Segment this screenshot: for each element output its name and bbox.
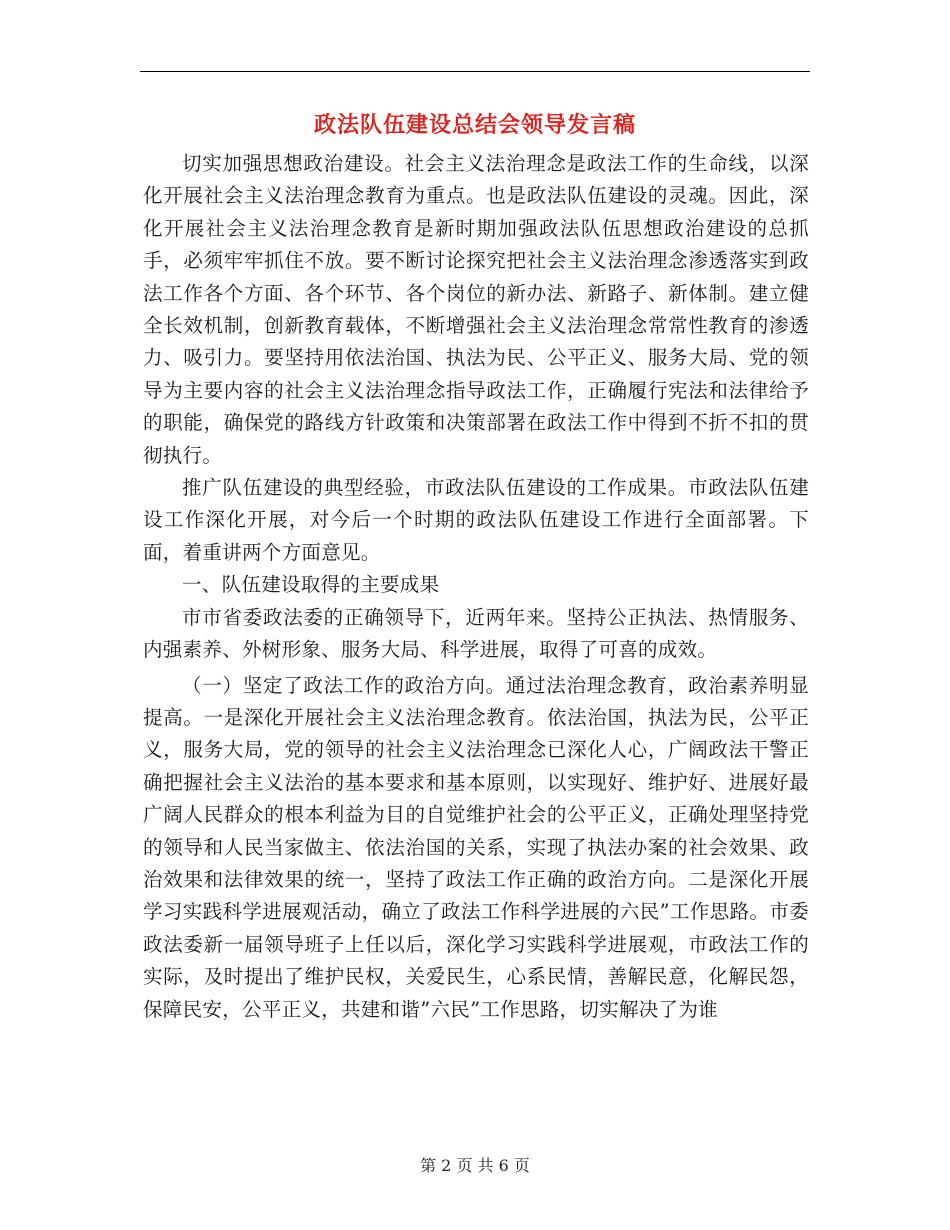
section-heading-main-results: 一、队伍建设取得的主要成果 — [182, 573, 440, 597]
header-rule — [140, 71, 810, 72]
paragraph-political-direction: （一）坚定了政法工作的政治方向。通过法治理念教育，政治素养明显提高。一是深化开展社会主义法治理念教育。依法治国，执法为民，公平正义，服务大局，党的领导的社会主义法治理念已深化人心，广阔政法干警正确把握社会主义法治的基本要求和基本原则，以实现好、维护好、进展好最广阔人民群众的根本利益为目的自觉维护社会的公平正义，正确处理坚持党的领导和人民当家做主、依法治国的关系，实现了执法办案的社会效果、政治效果和法律效果的统一，坚持了政法工作正确的政治方向。二是深化开展学习实践科学进展观活动，确立了政法工作科学进展的六民”工作思路。市委政法委新一届领导班子上任以后，深化学习实践科学进展观，市政法工作的实际，及时提出了维护民权，关爱民生，心系民情，善解民意，化解民怨，保障民安，公平正义，共建和谐”六民”工作思路，切实解决了为谁 — [143, 673, 809, 1021]
document-title: 政法队伍建设总结会领导发言稿 — [313, 112, 636, 138]
paragraph-promote-experience: 推广队伍建设的典型经验，市政法队伍建设的工作成果。市政法队伍建设工作深化开展，对今后一个时期的政法队伍建设工作进行全面部署。下面，着重讲两个方面意见。 — [143, 476, 809, 564]
document-body — [143, 148, 809, 1026]
page-number-footer: 第 2 页 共 6 页 — [420, 1156, 530, 1175]
paragraph-recent-two-years: 市市省委政法委的正确领导下，近两年来。坚持公正执法、热情服务、内强素养、外树形象、服务大局、科学进展，取得了可喜的成效。 — [143, 605, 809, 662]
paragraph-thought-political: 切实加强思想政治建设。社会主义法治理念是政法工作的生命线，以深化开展社会主义法治理念教育为重点。也是政法队伍建设的灵魂。因此，深化开展社会主义法治理念教育是新时期加强政法队伍思想政治建设的总抓手，必须牢牢抓住不放。要不断讨论探究把社会主义法治理念渗透落实到政法工作各个方面、各个环节、各个岗位的新办法、新路子、新体制。建立健全长效机制，创新教育载体，不断增强社会主义法治理念常常性教育的渗透力、吸引力。要坚持用依法治国、执法为民、公平正义、服务大局、党的领导为主要内容的社会主义法治理念指导政法工作，正确履行宪法和法律给予的职能，确保党的路线方针政策和决策部署在政法工作中得到不折不扣的贯彻执行。 — [143, 152, 809, 467]
